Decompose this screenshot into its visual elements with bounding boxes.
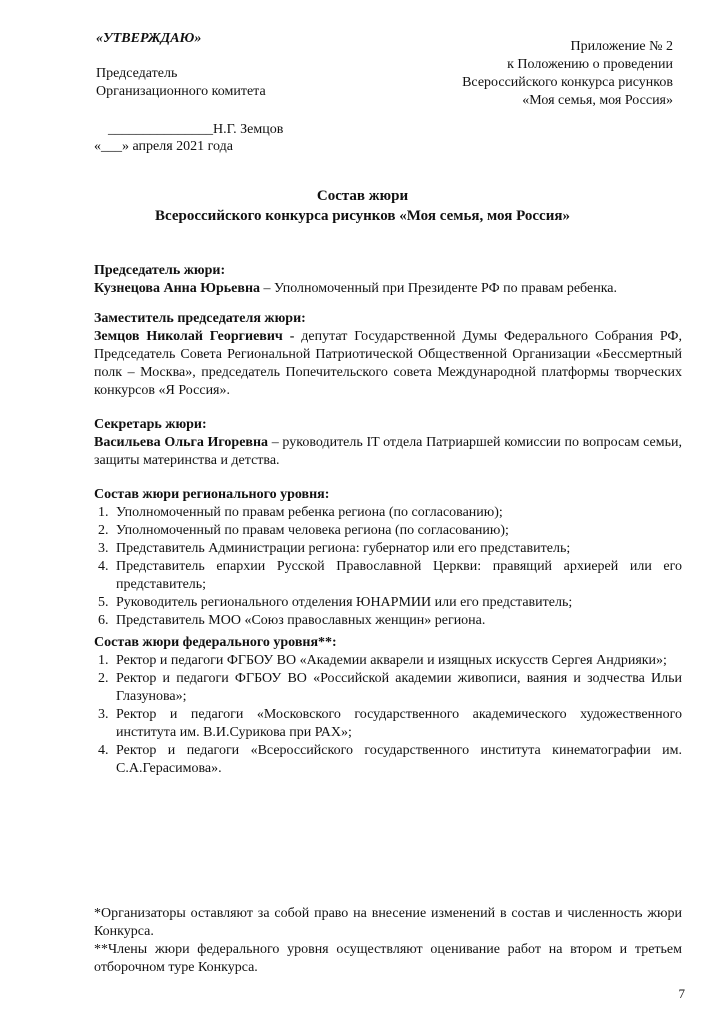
list-item-text: Ректор и педагоги «Всероссийского государственного института кинематографии им. С.А.Герасимова».	[116, 743, 682, 776]
list-item-text: Представитель Администрации региона: губернатор или его представитель;	[116, 541, 571, 556]
secretary-name: Васильева Ольга Игоревна	[94, 435, 269, 450]
federal-heading: Состав жюри федерального уровня**:	[94, 635, 337, 650]
document-title	[0, 186, 725, 226]
regional-section	[94, 486, 682, 630]
list-item-text: Уполномоченный по правам человека региона (по согласованию);	[116, 523, 509, 538]
list-item-text: Руководитель регионального отделения ЮНАРМИИ или его представитель;	[116, 595, 573, 610]
footnote-2: **Члены жюри федерального уровня осуществляют оценивание работ на втором и третьем отборочном туре Конкурса.	[94, 942, 682, 975]
approval-chair-line1: Председатель	[96, 66, 178, 81]
list-item-text: Ректор и педагоги ФГБОУ ВО «Академии акварели и изящных искусств Сергея Андрияки»;	[116, 653, 667, 668]
list-item: 3. Представитель Администрации региона: губернатор или его представитель;	[98, 541, 571, 556]
chairman-text	[94, 280, 682, 298]
appendix-line1: Приложение № 2	[570, 39, 673, 54]
list-item: 2. Ректор и педагоги ФГБОУ ВО «Российской академии живописи, ваяния и зодчества Ильи Глазунова»;	[98, 671, 682, 704]
regional-list	[94, 504, 682, 630]
list-item: 4. Ректор и педагоги «Всероссийского государственного института кинематографии им. С.А.Герасимова».	[98, 743, 682, 776]
secretary-section	[94, 416, 682, 470]
approval-date: «___» апреля 2021 года	[94, 139, 233, 154]
chairman-description: – Уполномоченный при Президенте РФ по правам ребенка.	[260, 281, 617, 296]
approval-stamp: «УТВЕРЖДАЮ»	[96, 31, 202, 46]
list-item-text: Ректор и педагоги ФГБОУ ВО «Российской академии живописи, ваяния и зодчества Ильи Глазунова»;	[116, 671, 682, 704]
approval-signature: _______________Н.Г. Земцов	[108, 122, 284, 137]
list-item-text: Ректор и педагоги «Московского государственного академического художественного института им. В.И.Сурикова при РАХ»;	[116, 707, 682, 740]
chairman-section	[94, 262, 682, 298]
federal-section	[94, 634, 682, 778]
appendix-line3: Всероссийского конкурса рисунков	[462, 75, 673, 90]
list-item: 3. Ректор и педагоги «Московского государственного академического художественного института им. В.И.Сурикова при РАХ»;	[98, 707, 682, 740]
approval-chair	[96, 65, 266, 101]
list-item: 1. Ректор и педагоги ФГБОУ ВО «Академии акварели и изящных искусств Сергея Андрияки»;	[98, 653, 667, 668]
list-item-text: Представитель МОО «Союз православных женщин» региона.	[116, 613, 486, 628]
deputy-text	[94, 328, 682, 400]
footnotes	[94, 905, 682, 977]
chairman-name: Кузнецова Анна Юрьевна	[94, 281, 261, 296]
list-item: 1. Уполномоченный по правам ребенка региона (по согласованию);	[98, 505, 503, 520]
title-line2: Всероссийского конкурса рисунков «Моя семья, моя Россия»	[155, 208, 570, 224]
list-item: 4. Представитель епархии Русской Православной Церкви: правящий архиерей или его представитель;	[98, 559, 682, 592]
secretary-description: – руководитель IT отдела Патриаршей комиссии по вопросам семьи, защиты материнства и детства.	[94, 435, 682, 468]
approval-chair-line2: Организационного комитета	[96, 84, 266, 99]
deputy-heading: Заместитель председателя жюри:	[94, 311, 306, 326]
appendix-block	[462, 38, 673, 110]
chairman-heading: Председатель жюри:	[94, 263, 226, 278]
appendix-line4: «Моя семья, моя Россия»	[522, 93, 673, 108]
page-number: 7	[678, 986, 685, 1001]
regional-heading: Состав жюри регионального уровня:	[94, 487, 330, 502]
title-line1: Состав жюри	[316, 188, 409, 204]
deputy-name: Земцов Николай Георгиевич -	[94, 329, 295, 344]
footnote-1: *Организаторы оставляют за собой право на внесение изменений в состав и численность жюри Конкурса.	[94, 906, 682, 939]
list-item: 5. Руководитель регионального отделения ЮНАРМИИ или его представитель;	[98, 595, 573, 610]
list-item-text: Уполномоченный по правам ребенка региона (по согласованию);	[116, 505, 503, 520]
list-item: 2. Уполномоченный по правам человека региона (по согласованию);	[98, 523, 509, 538]
secretary-heading: Секретарь жюри:	[94, 417, 207, 432]
deputy-section	[94, 310, 682, 400]
federal-list	[94, 652, 682, 778]
deputy-description: депутат Государственной Думы Федерального Собрания РФ, Председатель Совета Региональной Патриотической Общественной Организации «Бессмертный полк – Москва», председатель Попечительского совета Международной платформы творческих конкурсов «Я Россия».	[94, 329, 682, 398]
list-item: 6. Представитель МОО «Союз православных женщин» региона.	[98, 613, 486, 628]
list-item-text: Представитель епархии Русской Православной Церкви: правящий архиерей или его представитель;	[116, 559, 682, 592]
appendix-line2: к Положению о проведении	[507, 57, 673, 72]
secretary-text	[94, 434, 682, 470]
